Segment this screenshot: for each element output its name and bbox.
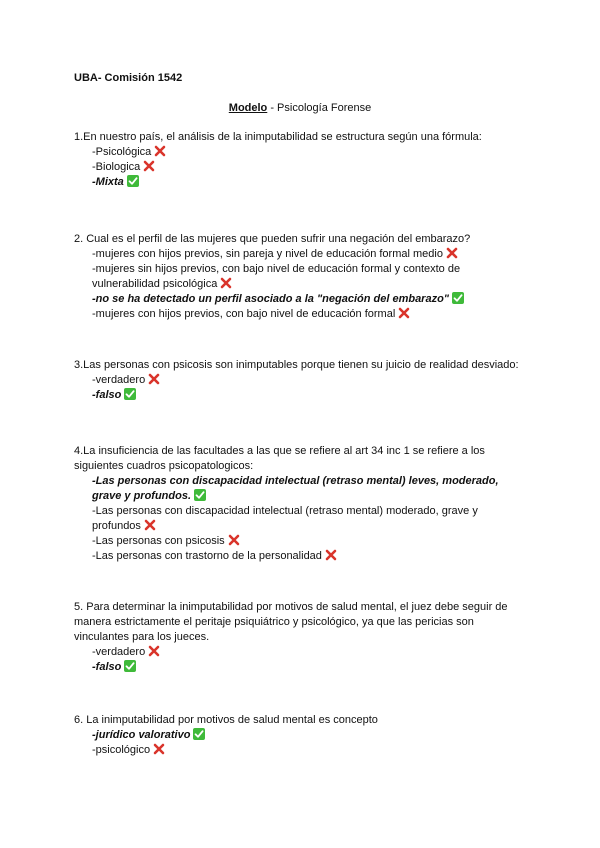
answer-option [92,145,524,160]
answer-option-text: -Las personas con discapacidad intelectual (retraso mental) leves, moderado, grave y profundos. [92,475,499,502]
answer-option [92,175,524,190]
question-1 [74,130,524,190]
question-5 [74,600,524,675]
check-mark-icon [193,728,205,740]
answer-option-text: -Psicológica [92,146,152,158]
document-header: UBA- Comisión 1542 [74,72,183,84]
cross-mark-icon [154,145,166,157]
document-title [0,102,600,114]
check-mark-icon [194,489,206,501]
question-text: 1.En nuestro país, el análisis de la inimputabilidad se estructura según una fórmula: [74,131,482,143]
answer-option-text: -mujeres con hijos previos, con bajo nivel de educación formal [92,308,396,320]
answer-option-text: -Mixta [92,176,124,188]
question-3 [74,358,524,403]
cross-mark-icon [446,247,458,259]
answer-option-text: -jurídico valorativo [92,729,191,741]
question-text: 4.La insuficiencia de las facultades a las que se refiere al art 34 inc 1 se refiere a los siguientes cuadros psicopatologicos: [74,445,485,472]
answer-option-text: -verdadero [92,646,146,658]
cross-mark-icon [228,534,240,546]
check-mark-icon [452,292,464,304]
answer-option [92,247,524,262]
question-4 [74,444,524,564]
answer-option [92,645,524,660]
answer-option [92,373,524,388]
title-strong: Modelo [228,102,268,114]
answer-option [92,728,524,743]
answer-option [92,534,524,549]
question-text: 5. Para determinar la inimputabilidad por motivos de salud mental, el juez debe seguir de manera estrictamente el peritaje psiquiátrico y psicológico, ya que las pericias son vinculantes para los jueces. [74,601,508,643]
question-text: 6. La inimputabilidad por motivos de salud mental es concepto [74,714,378,726]
question-2 [74,232,524,322]
answer-option [92,262,524,292]
answer-option-text: -Las personas con psicosis [92,535,225,547]
question-text: 2. Cual es el perfil de las mujeres que pueden sufrir una negación del embarazo? [74,233,471,245]
cross-mark-icon [143,160,155,172]
answer-options [74,145,524,190]
cross-mark-icon [220,277,232,289]
cross-mark-icon [144,519,156,531]
answer-options [74,247,524,322]
answer-option-text: -verdadero [92,374,146,386]
answer-option-text: -psicológico [92,744,151,756]
answer-option [92,292,524,307]
answer-option [92,474,524,504]
answer-option-text: -no se ha detectado un perfil asociado a la "negación del embarazo" [92,293,450,305]
check-mark-icon [124,388,136,400]
answer-option-text: -mujeres con hijos previos, sin pareja y nivel de educación formal medio [92,248,443,260]
question-text: 3.Las personas con psicosis son inimputables porque tienen su juicio de realidad desviado: [74,359,519,371]
answer-options [74,373,524,403]
cross-mark-icon [148,373,160,385]
answer-option-text: -Las personas con trastorno de la personalidad [92,550,322,562]
answer-options [74,728,524,758]
question-6 [74,713,524,758]
answer-option [92,160,524,175]
answer-option-text: -falso [92,661,122,673]
answer-option [92,743,524,758]
title-rest: - Psicología Forense [267,102,372,114]
answer-option [92,660,524,675]
answer-option-text: -Biologica [92,161,141,173]
cross-mark-icon [325,549,337,561]
answer-option [92,388,524,403]
answer-option [92,307,524,322]
answer-options [74,645,524,675]
cross-mark-icon [148,645,160,657]
answer-options [74,474,524,564]
answer-option [92,504,524,534]
check-mark-icon [127,175,139,187]
answer-option-text: -mujeres sin hijos previos, con bajo nivel de educación formal y contexto de vulnerabilidad psicológica [92,263,461,290]
check-mark-icon [124,660,136,672]
answer-option-text: -falso [92,389,122,401]
cross-mark-icon [153,743,165,755]
cross-mark-icon [398,307,410,319]
answer-option [92,549,524,564]
answer-option-text: -Las personas con discapacidad intelectual (retraso mental) moderado, grave y profundos [92,505,478,532]
